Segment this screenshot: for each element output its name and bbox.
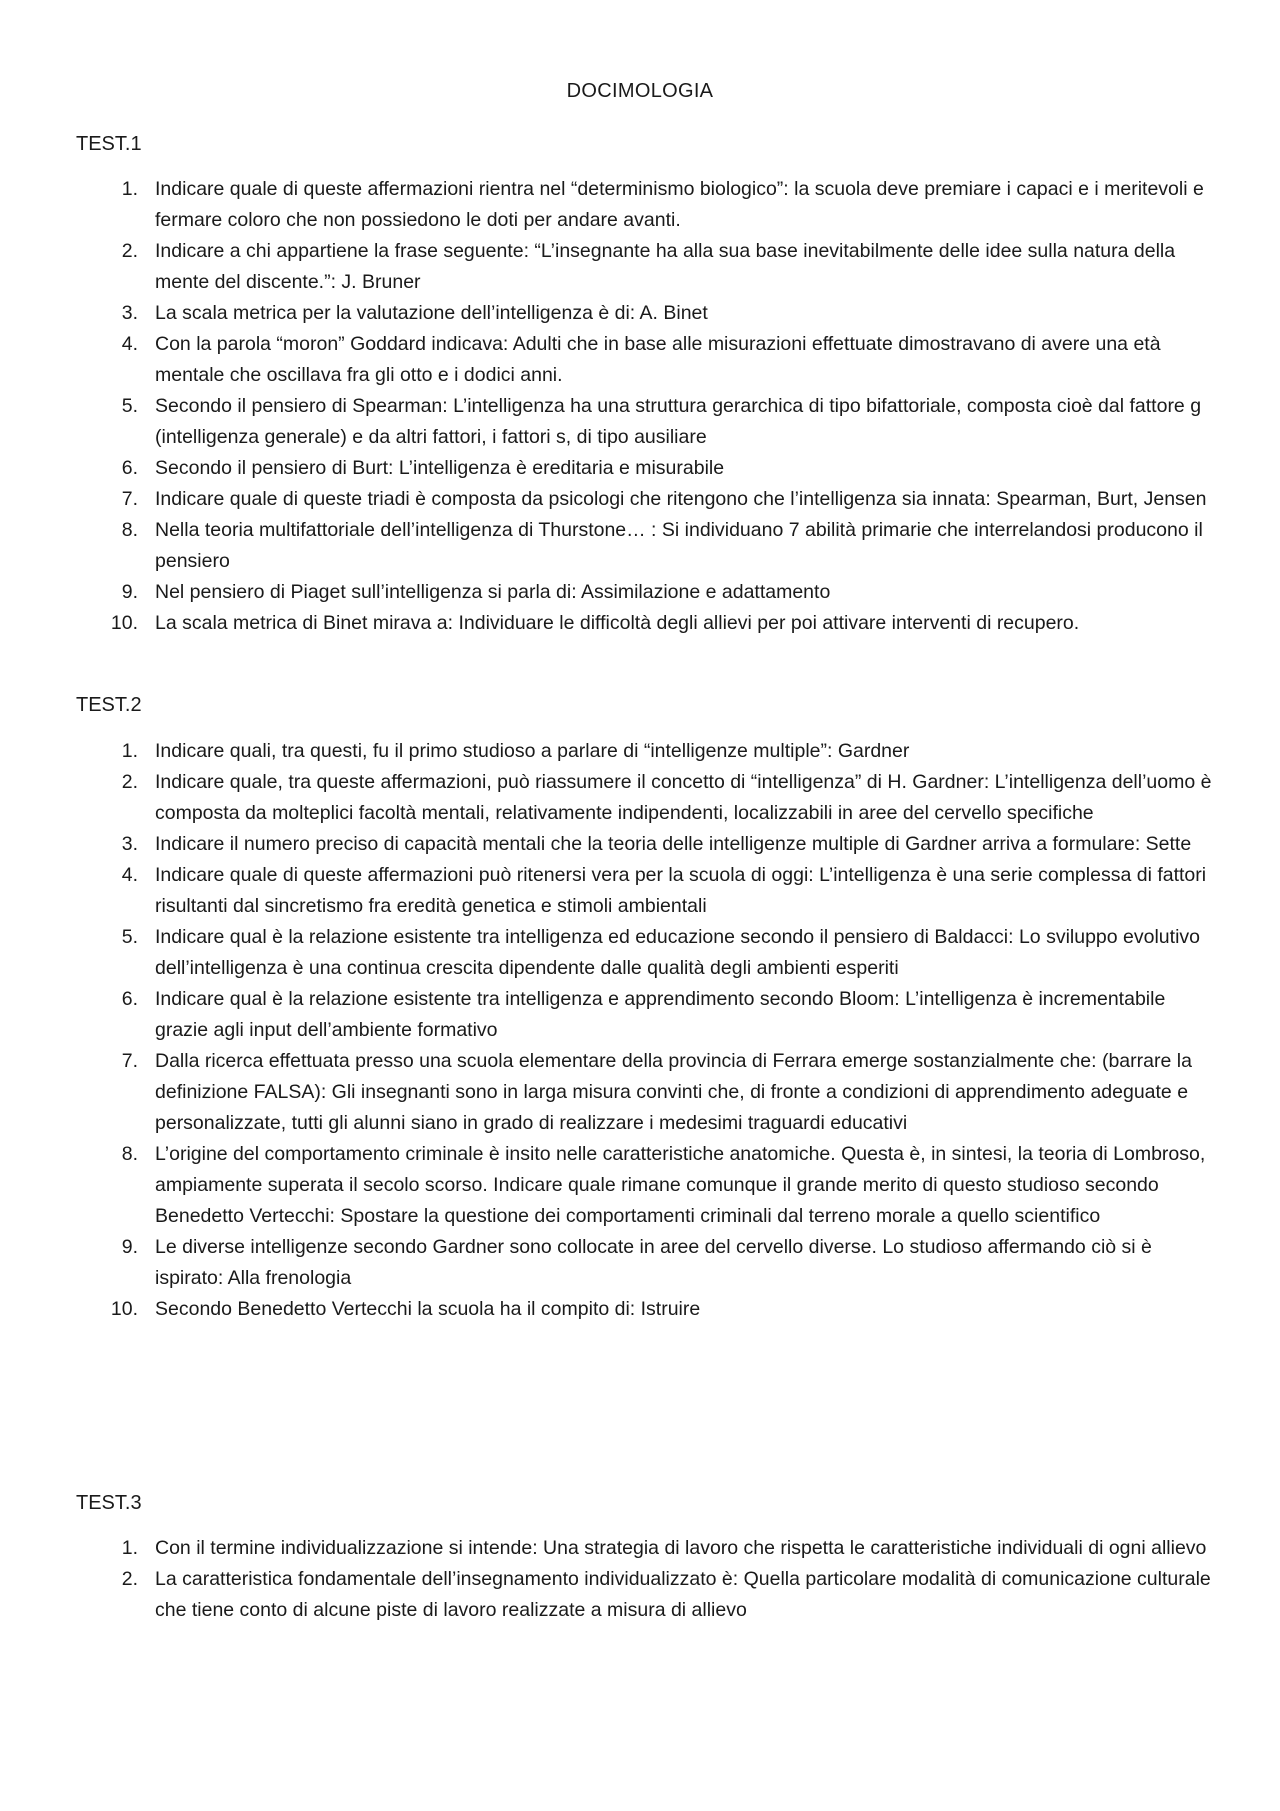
- item-text: Secondo il pensiero di Spearman: L’intelligenza ha una struttura gerarchica di tipo bifattoriale, composta cioè dal fattore g (intelligenza generale) e da altri fattori, i fattori s, di tipo ausiliare: [155, 395, 1202, 448]
- list-item: [0, 829, 1280, 860]
- list-item: [0, 1139, 1280, 1232]
- list-item: [0, 1294, 1280, 1325]
- item-number: 9.: [121, 1236, 138, 1258]
- page-title: DOCIMOLOGIA: [566, 80, 714, 102]
- item-text: Indicare quale di queste affermazioni può ritenersi vera per la scuola di oggi: L’intelligenza è una serie complessa di fattori risultanti dal sincretismo fra eredità genetica e stimoli ambientali: [155, 864, 1207, 917]
- item-number: 3.: [121, 302, 138, 324]
- item-text: Indicare a chi appartiene la frase seguente: “L’insegnante ha alla sua base inevitabilmente delle idee sulla natura della mente del discente.”: J. Bruner: [155, 240, 1176, 293]
- item-text: Indicare quali, tra questi, fu il primo studioso a parlare di “intelligenze multiple”: Gardner: [155, 740, 910, 762]
- item-number: 5.: [121, 395, 138, 417]
- list-item: [0, 453, 1280, 484]
- item-text: La scala metrica di Binet mirava a: Individuare le difficoltà degli allievi per poi attivare interventi di recupero.: [155, 612, 1080, 634]
- item-text: La scala metrica per la valutazione dell’intelligenza è di: A. Binet: [155, 302, 708, 324]
- list-item: [0, 174, 1280, 236]
- item-number: 1.: [121, 740, 138, 762]
- item-number: 6.: [121, 988, 138, 1010]
- list-item: [0, 1533, 1280, 1564]
- item-text: Nel pensiero di Piaget sull’intelligenza si parla di: Assimilazione e adattamento: [155, 581, 831, 603]
- item-number: 10.: [110, 1298, 138, 1320]
- list-item: [0, 236, 1280, 298]
- section-label-test3: TEST.3: [76, 1492, 142, 1514]
- item-number: 9.: [121, 581, 138, 603]
- list-item: [0, 736, 1280, 767]
- item-number: 2.: [121, 1568, 138, 1590]
- item-text: La caratteristica fondamentale dell’insegnamento individualizzato è: Quella particolare modalità di comunicazione culturale che tiene conto di alcune piste di lavoro realizzate a misura di allievo: [155, 1568, 1211, 1621]
- item-text: Indicare quale, tra queste affermazioni, può riassumere il concetto di “intelligenza” di H. Gardner: L’intelligenza dell’uomo è composta da molteplici facoltà mentali, relativamente indipendenti, localizzabili in aree del cervello specifiche: [155, 771, 1212, 824]
- item-text: Secondo Benedetto Vertecchi la scuola ha il compito di: Istruire: [155, 1298, 701, 1320]
- item-text: Indicare il numero preciso di capacità mentali che la teoria delle intelligenze multiple di Gardner arriva a formulare: Sette: [155, 833, 1192, 855]
- list-item: [0, 608, 1280, 639]
- item-text: Nella teoria multifattoriale dell’intelligenza di Thurstone… : Si individuano 7 abilità primarie che interrelandosi producono il pensiero: [155, 519, 1203, 572]
- list-item: [0, 298, 1280, 329]
- item-number: 3.: [121, 833, 138, 855]
- list-item: [0, 984, 1280, 1046]
- question-list-test2: [0, 736, 1280, 1325]
- list-item: [0, 922, 1280, 984]
- list-item: [0, 1564, 1280, 1626]
- item-number: 8.: [121, 1143, 138, 1165]
- item-number: 1.: [121, 178, 138, 200]
- section-label-test1: TEST.1: [76, 133, 142, 155]
- item-number: 7.: [121, 488, 138, 510]
- list-item: [0, 515, 1280, 577]
- item-number: 10.: [110, 612, 138, 634]
- list-item: [0, 1232, 1280, 1294]
- list-item: [0, 860, 1280, 922]
- item-number: 2.: [121, 771, 138, 793]
- item-number: 1.: [121, 1537, 138, 1559]
- item-number: 8.: [121, 519, 138, 541]
- item-number: 4.: [121, 864, 138, 886]
- list-item: [0, 577, 1280, 608]
- item-text: Secondo il pensiero di Burt: L’intelligenza è ereditaria e misurabile: [155, 457, 725, 479]
- section-label-test2: TEST.2: [76, 694, 142, 716]
- list-item: [0, 767, 1280, 829]
- item-text: Le diverse intelligenze secondo Gardner sono collocate in aree del cervello diverse. Lo studioso affermando ciò si è ispirato: Alla frenologia: [155, 1236, 1152, 1289]
- item-text: Indicare quale di queste triadi è composta da psicologi che ritengono che l’intelligenza sia innata: Spearman, Burt, Jensen: [155, 488, 1207, 510]
- item-text: Con la parola “moron” Goddard indicava: Adulti che in base alle misurazioni effettuate dimostravano di avere una età mentale che oscillava fra gli otto e i dodici anni.: [155, 333, 1161, 386]
- item-text: Dalla ricerca effettuata presso una scuola elementare della provincia di Ferrara emerge sostanzialmente che: (barrare la definizione FALSA): Gli insegnanti sono in larga misura convinti che, di fronte a condizioni di apprendimento adeguate e personalizzate, tutti gli alunni siano in grado di realizzare i medesimi traguardi educativi: [155, 1050, 1192, 1134]
- item-text: Indicare qual è la relazione esistente tra intelligenza ed educazione secondo il pensiero di Baldacci: Lo sviluppo evolutivo dell’intelligenza è una continua crescita dipendente dalle qualità degli ambienti esperiti: [155, 926, 1200, 979]
- item-text: Indicare quale di queste affermazioni rientra nel “determinismo biologico”: la scuola deve premiare i capaci e i meritevoli e fermare coloro che non possiedono le doti per andare avanti.: [155, 178, 1204, 231]
- item-number: 2.: [121, 240, 138, 262]
- item-number: 6.: [121, 457, 138, 479]
- list-item: [0, 391, 1280, 453]
- question-list-test3: [0, 1533, 1280, 1626]
- item-number: 4.: [121, 333, 138, 355]
- list-item: [0, 484, 1280, 515]
- item-number: 7.: [121, 1050, 138, 1072]
- item-number: 5.: [121, 926, 138, 948]
- question-list-test1: [0, 174, 1280, 639]
- item-text: Indicare qual è la relazione esistente tra intelligenza e apprendimento secondo Bloom: L’intelligenza è incrementabile grazie agli input dell’ambiente formativo: [155, 988, 1166, 1041]
- item-text: Con il termine individualizzazione si intende: Una strategia di lavoro che rispetta le caratteristiche individuali di ogni allievo: [155, 1537, 1207, 1559]
- list-item: [0, 1046, 1280, 1139]
- list-item: [0, 329, 1280, 391]
- item-text: L’origine del comportamento criminale è insito nelle caratteristiche anatomiche. Questa è, in sintesi, la teoria di Lombroso, ampiamente superata il secolo scorso. Indicare quale rimane comunque il grande merito di questo studioso secondo Benedetto Vertecchi: Spostare la questione dei comportamenti criminali dal terreno morale a quello scientifico: [155, 1143, 1206, 1227]
